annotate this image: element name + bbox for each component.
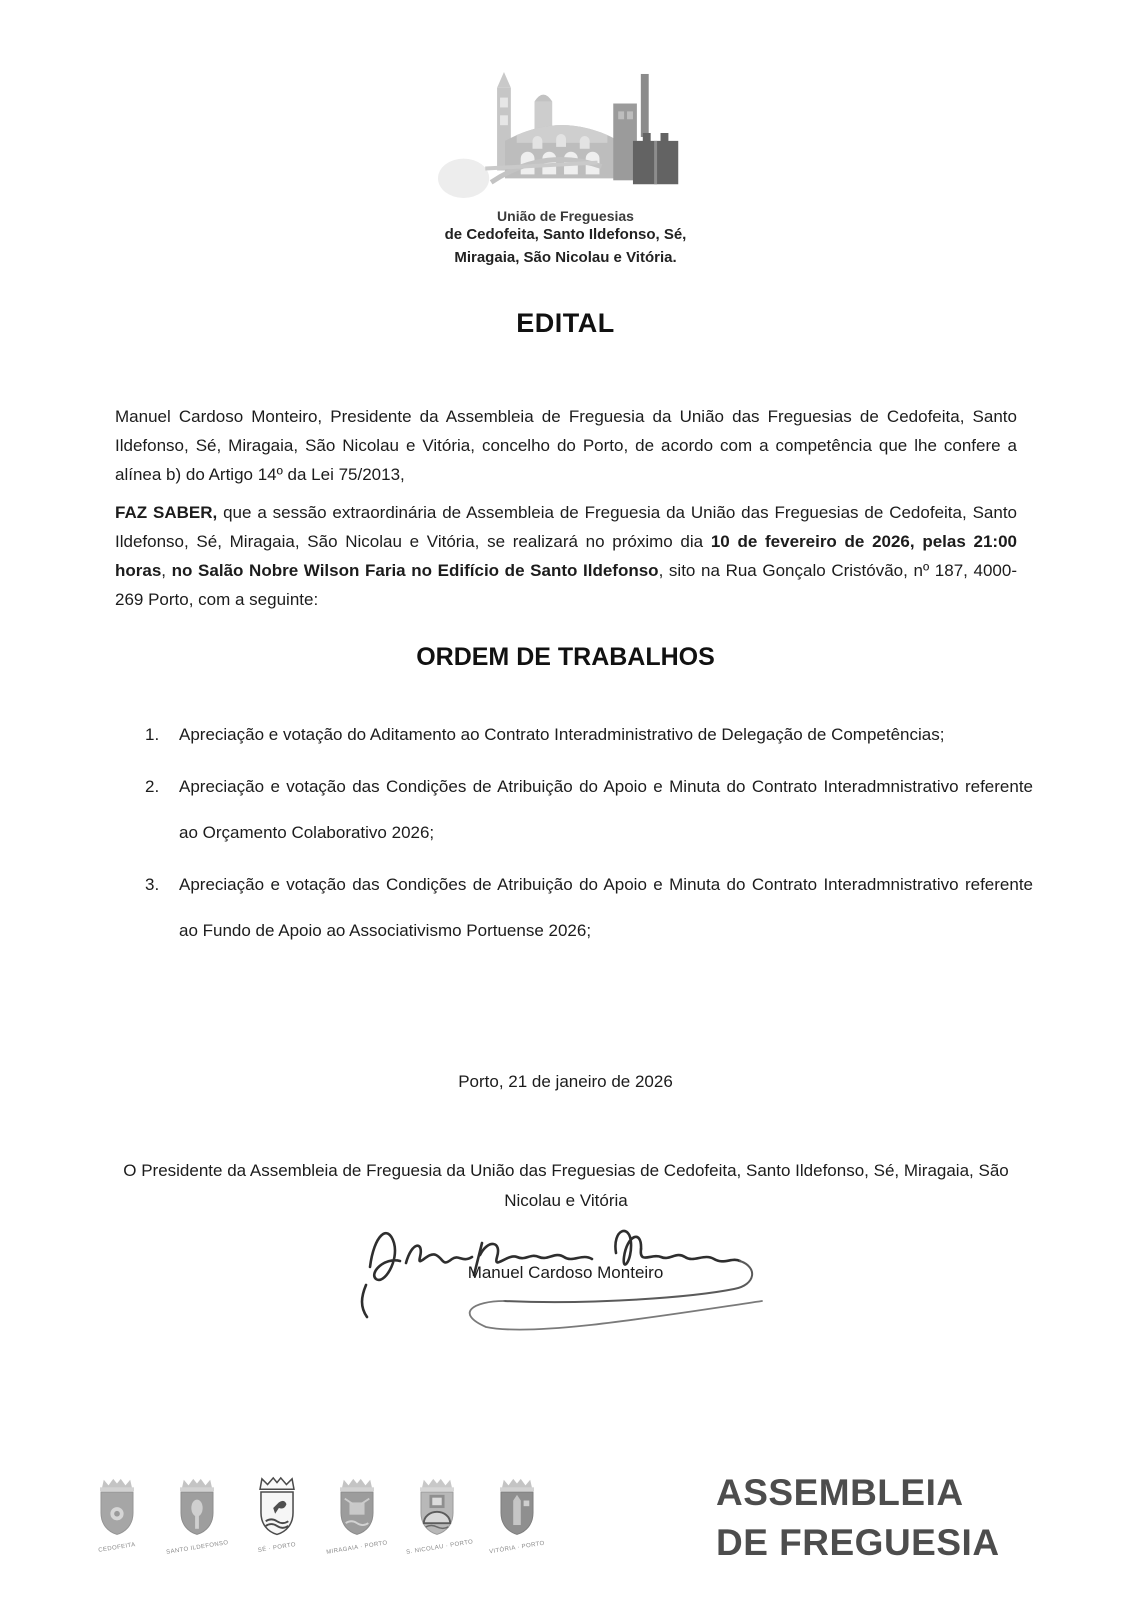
assembly-line2: DE FREGUESIA [716, 1522, 1000, 1564]
agenda-item-1-text: Apreciação e votação do Aditamento ao Contrato Interadministrativo de Delegação de Competências; [179, 725, 945, 744]
miragaia-crest-icon [328, 1476, 386, 1542]
faz-saber-lead: FAZ SABER, [115, 503, 218, 522]
document-title: EDITAL [516, 308, 615, 338]
crest-santo-ildefonso-label: SANTO ILDEFONSO [165, 1540, 229, 1556]
crest-cedofeita-label: CEDOFEITA [98, 1542, 136, 1554]
porto-skyline-logo-icon [438, 68, 694, 204]
parish-crests-row [86, 1476, 548, 1556]
crest-cedofeita [86, 1476, 148, 1554]
crest-se [246, 1476, 308, 1554]
agenda-list [145, 712, 1033, 959]
org-name-line2: de Cedofeita, Santo Ildefonso, Sé, [444, 226, 687, 243]
s-nicolau-crest-icon [408, 1476, 466, 1542]
crest-santo-ildefonso [165, 1476, 229, 1556]
cedofeita-crest-icon [88, 1476, 146, 1542]
faz-saber-paragraph [115, 499, 1017, 615]
assembly-line1: ASSEMBLEIA [716, 1472, 964, 1513]
agenda-heading: ORDEM DE TRABALHOS [416, 643, 715, 671]
faz-saber-run1: que a sessão extraordinária de Assembleia de Freguesia da União das Freguesias de Cedofeita, Santo Ildefonso, Sé, Miragaia, São Nicolau e Vitória, se realizará no próximo dia [115, 503, 1017, 551]
agenda-item-1-marker: 1. [145, 725, 160, 744]
faz-saber-run3: , [161, 560, 172, 580]
signature-block [346, 1205, 786, 1345]
vitoria-crest-icon [488, 1476, 546, 1542]
president-title-line: O Presidente da Assembleia de Freguesia da União das Freguesias de Cedofeita, Santo Ildefonso, Sé, Miragaia, São Nicolau e Vitória [123, 1161, 1009, 1210]
agenda-item-3-marker: 3. [145, 874, 160, 894]
org-name-line1: União de Freguesias [497, 208, 634, 224]
crest-se-label: SÉ · PORTO [257, 1542, 297, 1554]
org-name-line3: Miragaia, São Nicolau e Vitória. [454, 248, 677, 266]
crest-s-nicolau [405, 1476, 474, 1556]
crest-s-nicolau-label: S. NICOLAU · PORTO [405, 1539, 474, 1556]
crest-vitoria-label: VITÓRIA · PORTO [488, 1540, 546, 1556]
agenda-item-3 [145, 862, 1033, 954]
assembly-wordmark [716, 1468, 1000, 1569]
agenda-item-2-marker: 2. [145, 776, 160, 796]
agenda-item-2 [145, 764, 1033, 856]
crest-miragaia [325, 1476, 389, 1556]
agenda-item-2-text: Apreciação e votação das Condições de Atribuição do Apoio e Minuta do Contrato Interadmnistrativo referente ao Orçamento Colaborativo 2026; [179, 776, 1033, 842]
crest-miragaia-label: MIRAGAIA · PORTO [325, 1540, 389, 1556]
agenda-item-3-text: Apreciação e votação das Condições de Atribuição do Apoio e Minuta do Contrato Interadmnistrativo referente ao Fundo de Apoio ao Associativismo Portuense 2026; [179, 874, 1033, 940]
session-date: 10 de fevereiro de 2026, [710, 531, 915, 551]
intro-paragraph: Manuel Cardoso Monteiro, Presidente da Assembleia de Freguesia da União das Freguesias de Cedofeita, Santo Ildefonso, Sé, Miragaia, São Nicolau e Vitória, concelho do Porto, de acordo com a competência que lhe confere a alínea b) do Artigo 14º da Lei 75/2013, [115, 407, 1017, 484]
session-time: pelas 21:00 horas [115, 531, 1018, 580]
signer-name: Manuel Cardoso Monteiro [467, 1263, 664, 1282]
agenda-item-1 [145, 712, 1033, 758]
crest-vitoria [486, 1476, 548, 1556]
se-crest-icon [248, 1476, 306, 1542]
santo-ildefonso-crest-icon [168, 1476, 226, 1542]
date-place-line: Porto, 21 de janeiro de 2026 [458, 1072, 673, 1091]
session-venue: no Salão Nobre Wilson Faria no Edifício de Santo Ildefonso [171, 560, 659, 580]
union-header [386, 68, 746, 269]
faz-saber-run4: , sito na Rua Gonçalo Cristóvão, nº 187, 4000-269 Porto, com a seguinte: [115, 560, 1017, 609]
